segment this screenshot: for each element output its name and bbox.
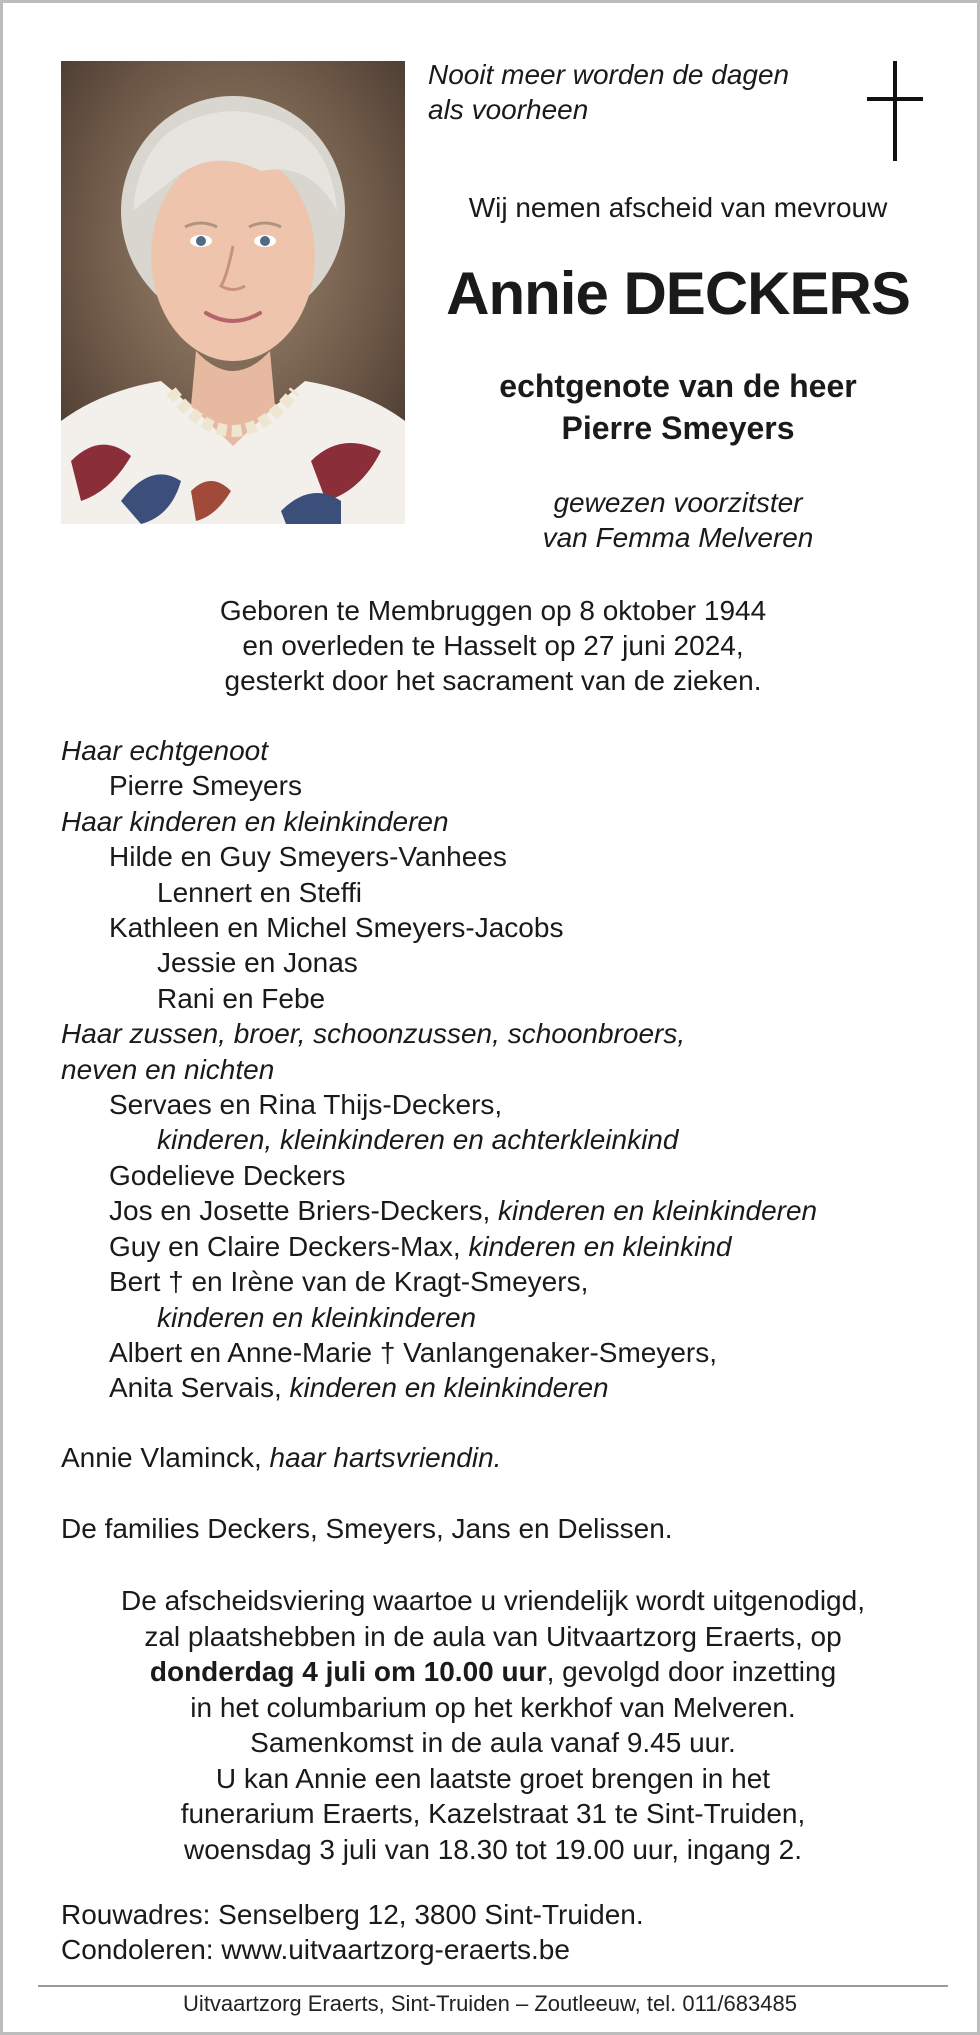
family-row: [61, 839, 941, 874]
spouse-line: echtgenote van de heer: [499, 368, 857, 404]
relative-name: Anita Servais,: [109, 1372, 290, 1404]
mourning-address: Rouwadres: Senselberg 12, 3800 Sint-Truiden.: [61, 1899, 644, 1930]
deceased-name: Annie DECKERS: [446, 260, 910, 327]
family-row: [61, 1229, 941, 1264]
portrait-illustration: [61, 61, 405, 524]
farewell-line: Wij nemen afscheid van mevrouw: [468, 192, 888, 223]
service-line: woensdag 3 juli van 18.30 tot 19.00 uur, ingang 2.: [183, 1833, 803, 1865]
relation-text: kinderen en kleinkinderen: [498, 1195, 818, 1227]
family-row: [61, 910, 941, 945]
family-row: [61, 1122, 941, 1157]
relation-text: kinderen, kleinkinderen en achterkleinkind: [157, 1124, 679, 1156]
family-row: [61, 1300, 941, 1335]
relation-text: kinderen en kleinkinderen: [157, 1301, 477, 1333]
former-role: [423, 485, 933, 555]
quote-line: Nooit meer worden de dagen: [428, 59, 790, 90]
opening-quote: [428, 57, 868, 127]
service-line: Samenkomst in de aula vanaf 9.45 uur.: [250, 1727, 736, 1758]
role-line: gewezen voorzitster: [553, 487, 803, 518]
quote-line: als voorheen: [428, 94, 589, 125]
relative-name: Pierre Smeyers: [109, 770, 302, 802]
family-row: [61, 875, 941, 910]
family-row: [61, 1087, 941, 1122]
relative-name: Godelieve Deckers: [109, 1159, 346, 1191]
family-row: [61, 1370, 941, 1405]
family-list: [61, 733, 941, 1406]
service-info: [23, 1583, 963, 1867]
family-row: [61, 804, 941, 839]
condolence-link[interactable]: Condoleren: www.uitvaartzorg-eraerts.be: [61, 1934, 570, 1965]
role-line: van Femma Melveren: [542, 522, 814, 553]
service-line: [23, 1654, 963, 1690]
relation-text: kinderen en kleinkind: [468, 1230, 732, 1262]
service-line: zal plaatshebben in de aula van Uitvaartzorg Eraerts, op: [144, 1620, 842, 1652]
family-row: [61, 945, 941, 980]
service-line: U kan Annie een laatste groet brengen in het: [215, 1762, 771, 1794]
service-line-rest: , gevolgd door inzetting: [546, 1656, 837, 1687]
relative-name: Rani en Febe: [157, 982, 326, 1014]
relation-text: Haar echtgenoot: [61, 735, 269, 766]
relative-name: Albert en Anne-Marie † Vanlangenaker-Smeyers,: [109, 1336, 718, 1368]
family-row: [61, 981, 941, 1016]
relative-name: Guy en Claire Deckers-Max,: [109, 1230, 469, 1262]
contact-info: [61, 1897, 941, 1967]
relative-name: Jos en Josette Briers-Deckers,: [109, 1195, 499, 1227]
service-line: in het columbarium op het kerkhof van Melveren.: [190, 1691, 796, 1723]
family-row: [61, 1016, 941, 1051]
friend-line: [61, 1440, 941, 1475]
families-line: De families Deckers, Smeyers, Jans en Delissen.: [61, 1513, 673, 1544]
relative-name: Lennert en Steffi: [157, 876, 362, 908]
cross-icon: [867, 61, 923, 163]
friend-name: Annie Vlaminck,: [61, 1442, 270, 1473]
birth-death-info: [3, 593, 980, 698]
family-row: [61, 1158, 941, 1193]
relation-text: Haar zussen, broer, schoonzussen, schoonbroers,: [61, 1018, 686, 1050]
born-line: Geboren te Membruggen op 8 oktober 1944: [219, 595, 767, 626]
spouse-line: Pierre Smeyers: [561, 410, 795, 446]
relative-name: Kathleen en Michel Smeyers-Jacobs: [109, 912, 564, 944]
portrait-photo: [61, 61, 405, 524]
service-line: De afscheidsviering waartoe u vriendelijk wordt uitgenodigd,: [121, 1585, 865, 1616]
born-line: gesterkt door het sacrament van de zieken.: [224, 665, 762, 696]
relative-name: Bert † en Irène van de Kragt-Smeyers,: [109, 1266, 589, 1298]
spouse-info: [423, 365, 933, 449]
relative-name: Hilde en Guy Smeyers-Vanhees: [109, 841, 507, 873]
relation-text: Haar kinderen en kleinkinderen: [61, 805, 449, 837]
family-row: [61, 1052, 941, 1087]
service-line: funerarium Eraerts, Kazelstraat 31 te Sint-Truiden,: [180, 1798, 806, 1829]
funeral-home-footer: Uitvaartzorg Eraerts, Sint-Truiden – Zoutleeuw, tel. 011/683485: [183, 1991, 797, 2016]
family-row: [61, 733, 941, 768]
relation-text: kinderen en kleinkinderen: [289, 1372, 609, 1404]
family-row: [61, 1264, 941, 1299]
relative-name: Servaes en Rina Thijs-Deckers,: [109, 1089, 503, 1121]
family-row: [61, 1335, 941, 1370]
footer-divider: [38, 1985, 948, 1987]
relative-name: Jessie en Jonas: [157, 947, 358, 979]
service-date: donderdag 4 juli om 10.00 uur: [149, 1656, 547, 1687]
born-line: en overleden te Hasselt op 27 juni 2024,: [242, 630, 744, 661]
friend-relation: haar hartsvriendin.: [269, 1442, 502, 1473]
relation-text: neven en nichten: [61, 1053, 275, 1085]
family-row: [61, 768, 941, 803]
family-row: [61, 1193, 941, 1228]
